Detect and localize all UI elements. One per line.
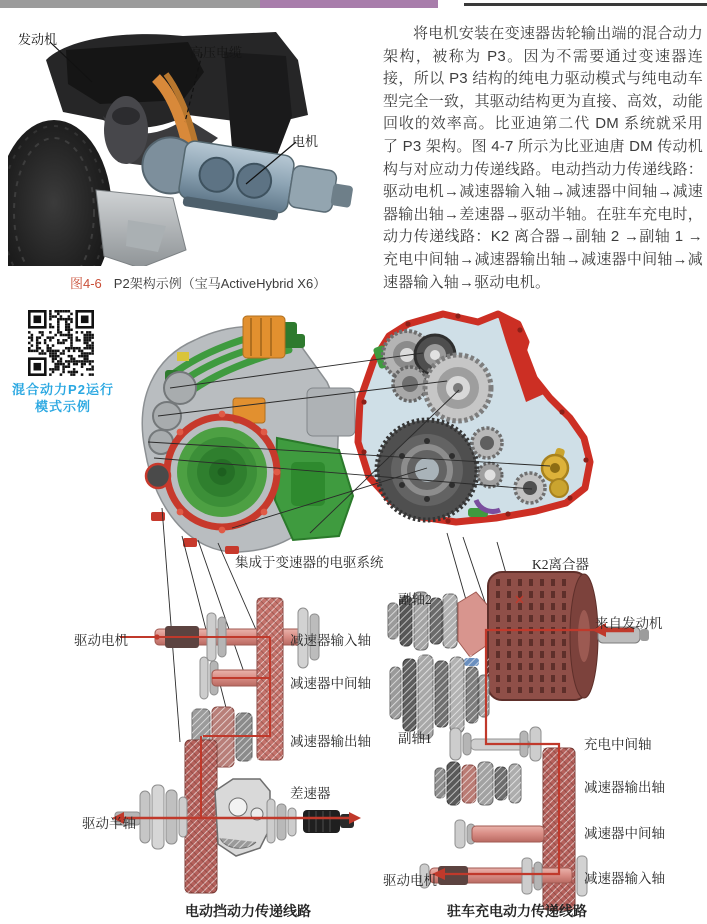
ev-label-intermediate: 减速器中间轴: [290, 676, 371, 691]
right-tire: [224, 52, 292, 158]
qr-caption-line2: 模式示例: [34, 399, 91, 414]
ev-label-output: 减速器输出轴: [290, 734, 371, 749]
figure-4-6-photo: [8, 20, 353, 266]
figure-number: 图4-6: [70, 276, 102, 291]
chg-label-charge-mid: 充电中间轴: [584, 737, 652, 752]
header-bar-purple: [260, 0, 438, 8]
chg-diagram-caption: 驻车充电动力传递线路: [447, 905, 587, 920]
chg-label-output: 减速器输出轴: [584, 780, 665, 795]
label-edrive-system: 集成于变速器的电驱系统: [235, 555, 384, 570]
ev-label-motor: 驱动电机: [74, 633, 128, 648]
figure-title: P2架构示例（宝马ActiveHybrid X6）: [113, 276, 327, 291]
chg-label-input: 减速器输入轴: [584, 871, 665, 886]
label-k2-clutch: K2离合器: [532, 557, 589, 572]
ev-diagram-caption: 电动挡动力传递线路: [185, 905, 311, 920]
intermediate-shaft2: [455, 820, 544, 848]
label-engine: 发动机: [18, 32, 58, 47]
ev-label-halfshaft: 驱动半轴: [82, 816, 136, 831]
ev-label-differential: 差速器: [290, 786, 331, 801]
chg-label-countershaft1: 副轴1: [398, 731, 432, 746]
chg-label-from-engine: 来自发动机: [595, 616, 663, 631]
output-gear-cluster2: [435, 762, 521, 805]
qr-code: [28, 310, 94, 376]
ev-label-input: 减速器输入轴: [290, 633, 371, 648]
subframe: [96, 190, 186, 266]
header-bar-gray: [0, 0, 260, 8]
chg-label-countershaft2: 副轴2: [398, 592, 432, 607]
chg-label-motor: 驱动电机: [383, 873, 437, 888]
label-motor: 电机: [292, 134, 319, 149]
chg-label-intermediate: 减速器中间轴: [584, 826, 665, 841]
label-hv-cable: 高压电缆: [190, 45, 243, 60]
qr-caption: [0, 381, 126, 415]
qr-caption-line1: 混合动力P2运行: [12, 382, 114, 397]
body-paragraph: 将电机安装在变速器齿轮输出端的混合动力架构，被称为 P3。因为不需要通过变速器连接，所以 P3 结构的纯电力驱动模式与纯电动车型完全一致，其驱动结构更为直接、高效，动能回收的效率高。比亚迪第二代 DM 系统就采用了 P3 架构。图 4-7 所示为比亚迪唐 DM 传动机构与对应动力传递线路。电动挡动力传递线路：驱动电机→减速器输入轴→减速器中间轴→减速器输出轴→差速器→驱动半轴。在驻车充电时，动力传递线路：K2 离合器→副轴 2 →副轴 1 →充电中间轴→减速器输出轴→减速器中间轴→减速器输入轴→驱动电机。: [383, 25, 703, 291]
figure-4-6-caption: [70, 273, 326, 292]
header-bar-dark: [464, 3, 707, 6]
k2-clutch-drum: [488, 572, 649, 700]
